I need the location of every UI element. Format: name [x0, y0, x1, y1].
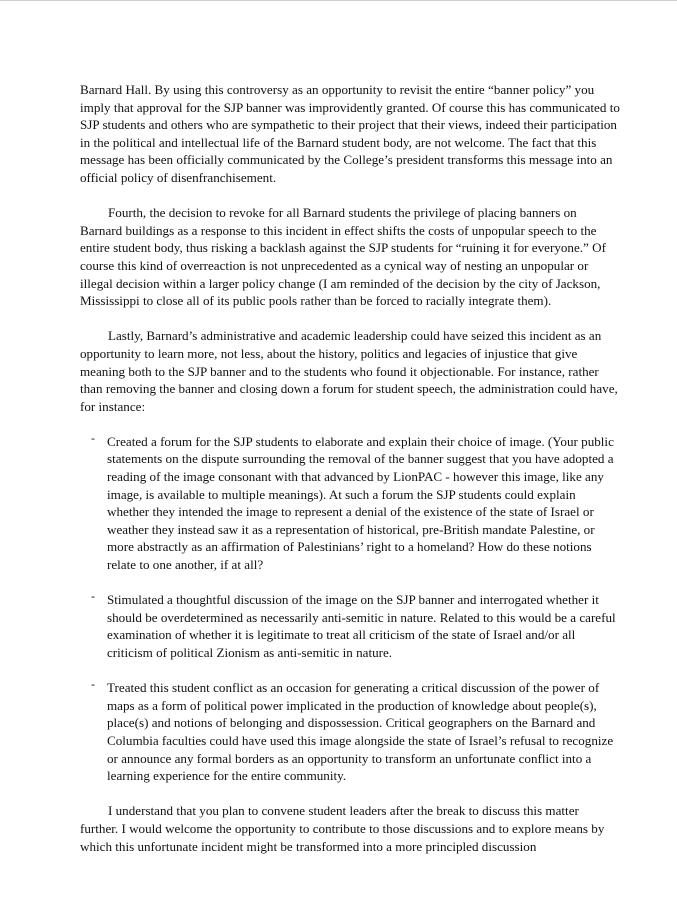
bullet-marker: -: [91, 430, 95, 445]
list-item-text: Created a forum for the SJP students to elaborate and explain their choice of image. (Your public statements on the dispute surrounding the removal of the banner suggest that you have adopted a reading of the image consonant with that advanced by LionPAC - however this image, like any image, is available to multiple meanings). At such a forum the SJP students could explain whether they intended the image to represent a denial of the existence of the state of Israel or weather they instead saw it as a representation of historical, pre-British mandate Palestine, or more abstractly as an affirmation of Palestinians’ right to a homeland? How do these notions relate to one another, if at all?: [107, 433, 614, 573]
list-item-text: Treated this student conflict as an occasion for generating a critical discussion of the power of maps as a form of political power implicated in the production of knowledge about people(s), place(s) and notions of belonging and dispossession. Critical geographers on the Barnard and Columbia faculties could have used this image alongside the state of Israel’s refusal to recognize or announce any formal borders as an opportunity to transform an unfortunate conflict into a learning experience for the entire community.: [107, 680, 614, 784]
list-item: [80, 591, 620, 661]
paragraph-barnard-hall: Barnard Hall. By using this controversy as an opportunity to revisit the entire “banner policy” you imply that approval for the SJP banner was improvidently granted. Of course this has communicated to SJP students and others who are sympathetic to their project that their views, indeed their participation in the political and intellectual life of the Barnard student body, are not welcome. The fact that this message has been officially communicated by the College’s president transforms this message into an official policy of disenfranchisement.: [80, 82, 620, 185]
list-item: [80, 679, 620, 785]
list-item: [80, 430, 620, 574]
list-item-text: Stimulated a thoughtful discussion of the image on the SJP banner and interrogated whether it should be overdetermined as necessarily anti-semitic in nature. Related to this would be a careful examination of whether it is legitimate to treat all criticism of the state of Israel and/or all criticism of political Zionism as anti-semitic in nature.: [107, 592, 616, 660]
letter-body: [80, 81, 620, 873]
bullet-list: [80, 430, 620, 785]
paragraph-fourth: Fourth, the decision to revoke for all Barnard students the privilege of placing banners on Barnard buildings as a response to this incident in effect shifts the costs of unpopular speech to the entire student body, thus risking a backlash against the SJP students for “ruining it for everyone.” Of course this kind of overreaction is not unprecedented as a cynical way of nesting an unpopular or illegal decision within a larger policy change (I am reminded of the decision by the city of Jackson, Mississippi to close all of its public pools rather than be forced to racially integrate them).: [80, 205, 606, 309]
paragraph-lastly: Lastly, Barnard’s administrative and academic leadership could have seized this incident as an opportunity to learn more, not less, about the history, politics and legacies of injustice that give meaning both to the SJP banner and to the students who found it objectionable. For instance, rather than removing the banner and closing down a forum for student speech, the administration could have, for instance:: [80, 328, 618, 414]
bullet-marker: -: [91, 677, 95, 692]
bullet-marker: -: [91, 589, 95, 604]
paragraph-closing: I understand that you plan to convene student leaders after the break to discuss this matter further. I would welcome the opportunity to contribute to those discussions and to explore means by which this unfortunate incident might be transformed into a more principled discussion: [80, 803, 605, 854]
